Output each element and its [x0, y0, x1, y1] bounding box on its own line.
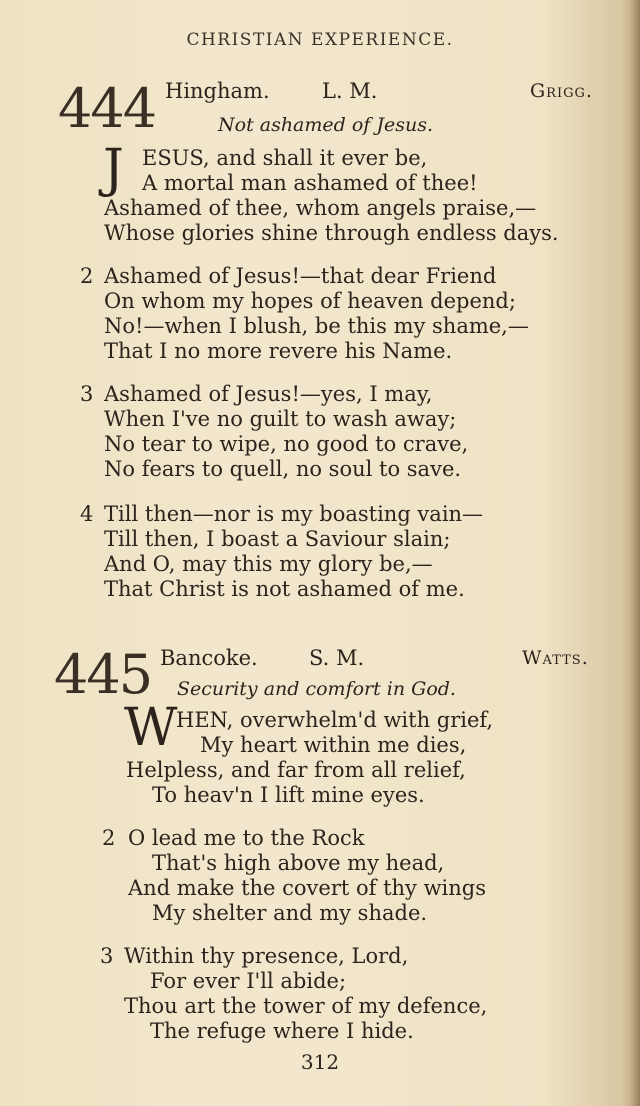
verse-line: No fears to quell, no soul to save.	[104, 457, 462, 481]
verse-line: And O, may this my glory be,—	[104, 552, 433, 576]
drop-capital: W	[124, 698, 178, 758]
verse-line: No!—when I blush, be this my shame,—	[104, 314, 529, 338]
running-head: CHRISTIAN EXPERIENCE.	[186, 30, 454, 50]
verse-line: My heart within me dies,	[200, 733, 467, 757]
hymn-number: 444	[58, 77, 156, 140]
verse-line: The refuge where I hide.	[150, 1019, 414, 1043]
verse-line: No tear to wipe, no good to crave,	[104, 432, 469, 456]
verse-number: 3	[80, 382, 94, 406]
page-edge-shadow	[630, 0, 640, 1106]
hymn-author: Watts.	[522, 647, 589, 669]
verse-line: Till then, I boast a Saviour slain;	[104, 527, 451, 551]
verse-line: Helpless, and far from all relief,	[126, 758, 466, 782]
hymn-meter: S. M.	[309, 646, 365, 670]
verse-line: That Christ is not ashamed of me.	[104, 577, 465, 601]
verse-line: Within thy presence, Lord,	[124, 944, 409, 968]
hymn-tune: Hingham.	[165, 79, 270, 103]
verse-line: ESUS, and shall it ever be,	[142, 146, 428, 170]
verse-line: HEN, overwhelm'd with grief,	[176, 708, 494, 732]
page-number: 312	[300, 1050, 340, 1074]
verse-line: For ever I'll abide;	[150, 969, 347, 993]
hymn-author: Grigg.	[530, 80, 593, 102]
verse-line: Whose glories shine through endless days.	[104, 221, 559, 245]
verse-line: That I no more revere his Name.	[104, 339, 453, 363]
verse-number: 2	[80, 264, 94, 288]
verse-number: 2	[102, 826, 116, 850]
verse-line: On whom my hopes of heaven depend;	[104, 289, 516, 313]
hymn-number: 445	[54, 643, 152, 706]
verse-number: 3	[100, 944, 114, 968]
hymn-subtitle: Security and comfort in God.	[177, 678, 456, 700]
verse-line: To heav'n I lift mine eyes.	[152, 783, 425, 807]
verse-line: A mortal man ashamed of thee!	[142, 171, 478, 195]
verse-line: Ashamed of Jesus!—that dear Friend	[104, 264, 497, 288]
hymn-meter: L. M.	[322, 79, 378, 103]
verse-line: Till then—nor is my boasting vain—	[104, 502, 484, 526]
verse-line: And make the covert of thy wings	[128, 876, 487, 900]
verse-line: Thou art the tower of my defence,	[124, 994, 488, 1018]
verse-number: 4	[80, 502, 94, 526]
hymn-subtitle: Not ashamed of Jesus.	[218, 114, 433, 136]
drop-capital: J	[103, 139, 124, 199]
verse-line: Ashamed of thee, whom angels praise,—	[104, 196, 537, 220]
hymn-tune: Bancoke.	[160, 646, 258, 670]
verse-line: That's high above my head,	[152, 851, 445, 875]
verse-line: When I've no guilt to wash away;	[104, 407, 457, 431]
verse-line: O lead me to the Rock	[128, 826, 365, 850]
verse-line: Ashamed of Jesus!—yes, I may,	[104, 382, 433, 406]
verse-line: My shelter and my shade.	[152, 901, 428, 925]
